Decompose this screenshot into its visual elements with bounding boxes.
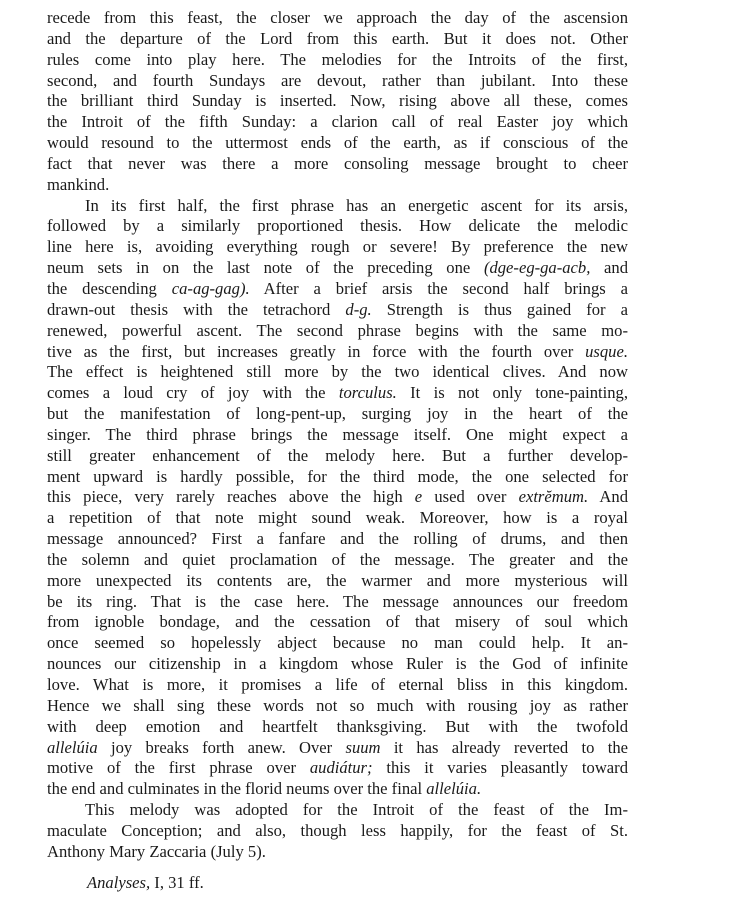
italic-term: audiátur; bbox=[309, 758, 373, 778]
text-line bbox=[47, 154, 628, 175]
body-text bbox=[47, 8, 628, 863]
italic-term: extrĕmum. bbox=[518, 487, 589, 507]
text-line bbox=[47, 237, 628, 258]
text-run: joy breaks forth anew. Over bbox=[97, 737, 346, 757]
italic-term: allelúia. bbox=[426, 779, 482, 799]
text-line bbox=[47, 71, 628, 92]
text-run: fact that never was there a more consoling message brought to cheer bbox=[47, 153, 628, 173]
text-run: After a brief arsis the second half brings a bbox=[249, 278, 628, 298]
text-run: still greater enhancement of the melody here. But a further develop- bbox=[47, 445, 628, 465]
bibliographic-reference bbox=[87, 873, 204, 893]
text-line bbox=[47, 758, 628, 779]
text-run: Strength is thus gained for a bbox=[371, 299, 628, 319]
text-run: motive of the first phrase over bbox=[47, 758, 310, 778]
paragraph bbox=[47, 196, 628, 800]
text-run: this it varies pleasantly toward bbox=[372, 758, 628, 778]
text-line bbox=[47, 50, 628, 71]
text-line bbox=[47, 383, 628, 404]
text-run: comes a loud cry of joy with the bbox=[47, 383, 339, 403]
text-line bbox=[47, 133, 628, 154]
reference-title: Analyses, bbox=[87, 873, 151, 892]
italic-term: suum bbox=[345, 737, 381, 757]
text-run: the brilliant third Sunday is inserted. Now, rising above all these, comes bbox=[47, 91, 628, 111]
text-line bbox=[47, 342, 628, 363]
text-line bbox=[47, 446, 628, 467]
text-run: singer. The third phrase brings the message itself. One might expect a bbox=[47, 424, 628, 444]
text-line bbox=[47, 321, 628, 342]
text-line bbox=[47, 362, 628, 383]
text-line bbox=[47, 675, 628, 696]
text-run: once seemed so hopelessly abject because no man could help. It an- bbox=[47, 633, 628, 653]
text-line bbox=[47, 842, 628, 863]
text-line bbox=[47, 467, 628, 488]
text-line bbox=[47, 216, 628, 237]
text-run: nounces our citizenship in a kingdom whose Ruler is the God of infinite bbox=[47, 654, 628, 674]
paragraph bbox=[47, 8, 628, 196]
text-run: with deep emotion and heartfelt thanksgiving. But with the twofold bbox=[47, 716, 628, 736]
text-run: second, and fourth Sundays are devout, rather than jubilant. Into these bbox=[47, 70, 628, 90]
text-line bbox=[47, 800, 628, 821]
text-run: Hence we shall sing these words not so much with rousing joy as rather bbox=[47, 695, 628, 715]
text-line bbox=[47, 696, 628, 717]
text-run: maculate Conception; and also, though less happily, for the feast of St. bbox=[47, 820, 628, 840]
text-run: would resound to the uttermost ends of the earth, as if conscious of the bbox=[47, 133, 628, 153]
text-line bbox=[47, 300, 628, 321]
text-line bbox=[47, 258, 628, 279]
text-run: the descending bbox=[47, 278, 172, 298]
text-run: the end and culminates in the florid neums over the final bbox=[47, 779, 427, 799]
text-line bbox=[47, 821, 628, 842]
text-line bbox=[47, 112, 628, 133]
text-line bbox=[47, 717, 628, 738]
text-run: message announced? First a fanfare and the rolling of drums, and then bbox=[47, 529, 628, 549]
text-run: and bbox=[590, 258, 628, 278]
text-line bbox=[47, 654, 628, 675]
italic-term: ca-ag-gag). bbox=[171, 278, 250, 298]
text-run: this piece, very rarely reaches above the high bbox=[47, 487, 415, 507]
reference-location: I, 31 ff. bbox=[150, 873, 204, 892]
text-line bbox=[47, 404, 628, 425]
text-run: And bbox=[588, 487, 629, 507]
text-run: from ignoble bondage, and the cessation of that misery of soul which bbox=[47, 612, 628, 632]
text-line bbox=[47, 508, 628, 529]
text-run: love. What is more, it promises a life of eternal bliss in this kingdom. bbox=[47, 675, 628, 694]
text-line bbox=[47, 196, 628, 217]
italic-term: (dge-eg-ga-acb, bbox=[483, 258, 591, 278]
text-run: followed by a similarly proportioned thesis. How delicate the melodic bbox=[47, 216, 628, 236]
text-line bbox=[47, 738, 628, 759]
text-run: recede from this feast, the closer we approach the day of the ascension bbox=[47, 8, 628, 27]
text-line bbox=[47, 91, 628, 112]
italic-term: d-g. bbox=[345, 299, 372, 319]
text-run: be its ring. That is the case here. The message announces our freedom bbox=[47, 591, 628, 611]
text-run: The effect is heightened still more by the two identical clives. And now bbox=[47, 362, 628, 382]
text-line bbox=[47, 279, 628, 300]
text-run: a repetition of that note might sound weak. Moreover, how is a royal bbox=[47, 508, 628, 528]
text-run: used over bbox=[422, 487, 519, 507]
text-run: the Introit of the fifth Sunday: a clarion call of real Easter joy which bbox=[47, 112, 628, 132]
text-run: Anthony Mary Zaccaria (July 5). bbox=[47, 841, 266, 861]
text-run: This melody was adopted for the Introit of the feast of the Im- bbox=[85, 800, 628, 820]
text-line bbox=[47, 175, 628, 196]
text-line bbox=[47, 8, 628, 29]
text-run: drawn-out thesis with the tetrachord bbox=[47, 299, 346, 319]
text-run: mankind. bbox=[47, 174, 110, 194]
text-line bbox=[47, 487, 628, 508]
text-line bbox=[47, 550, 628, 571]
text-run: the solemn and quiet proclamation of the message. The greater and the bbox=[47, 549, 628, 569]
text-run: It is not only tone-painting, bbox=[396, 383, 629, 403]
text-line bbox=[47, 425, 628, 446]
text-line bbox=[47, 633, 628, 654]
text-run: renewed, powerful ascent. The second phrase begins with the same mo- bbox=[47, 320, 628, 340]
text-run: ment upward is hardly possible, for the third mode, the one selected for bbox=[47, 466, 628, 486]
text-line bbox=[47, 529, 628, 550]
italic-term: torculus. bbox=[338, 383, 397, 403]
text-run: rules come into play here. The melodies for the Introits of the first, bbox=[47, 49, 628, 69]
italic-term: usque. bbox=[585, 341, 628, 361]
text-run: tive as the first, but increases greatly in force with the fourth over bbox=[47, 341, 586, 361]
text-run: neum sets in on the last note of the preceding one bbox=[47, 258, 484, 278]
text-run: In its first half, the first phrase has an energetic ascent for its arsis, bbox=[85, 195, 628, 215]
italic-term: e bbox=[414, 487, 423, 507]
text-run: it has already reverted to the bbox=[380, 737, 628, 757]
text-line bbox=[47, 29, 628, 50]
text-run: but the manifestation of long-pent-up, surging joy in the heart of the bbox=[47, 404, 628, 424]
text-line bbox=[47, 779, 628, 800]
paragraph bbox=[47, 800, 628, 863]
text-run: more unexpected its contents are, the warmer and more mysterious will bbox=[47, 570, 628, 590]
text-line bbox=[47, 592, 628, 613]
text-line bbox=[47, 612, 628, 633]
text-run: line here is, avoiding everything rough or severe! By preference the new bbox=[47, 237, 628, 257]
italic-term: allelúia bbox=[47, 737, 98, 757]
text-run: and the departure of the Lord from this earth. But it does not. Other bbox=[47, 28, 628, 48]
text-line bbox=[47, 571, 628, 592]
